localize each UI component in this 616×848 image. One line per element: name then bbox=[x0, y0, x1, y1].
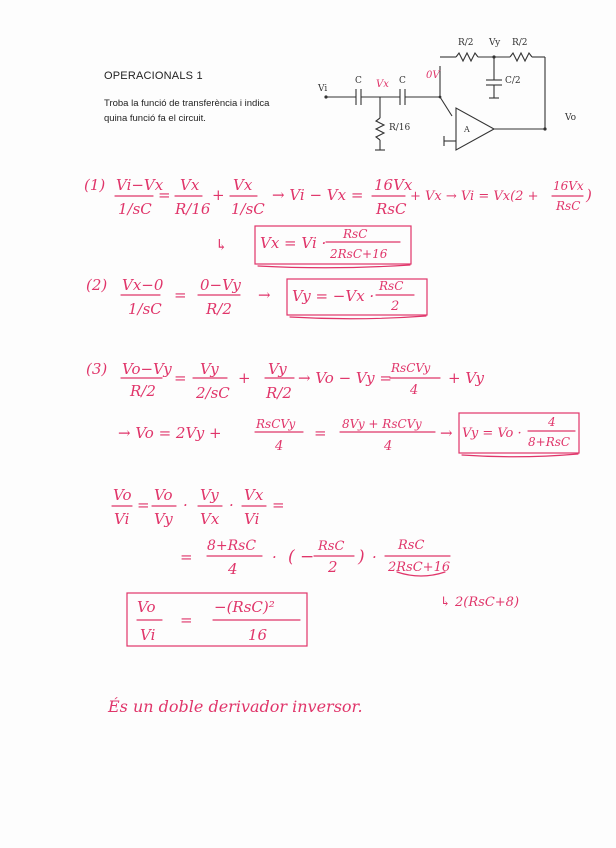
eq3-arrow: → Vo − Vy = bbox=[298, 369, 392, 387]
final-boxed-num: Vo bbox=[137, 598, 156, 616]
final-boxed-result-den: 16 bbox=[248, 626, 268, 644]
eq2-arrow: → bbox=[258, 286, 271, 304]
eq3-line2-eq: = bbox=[314, 424, 327, 442]
label-cap1: C bbox=[355, 76, 362, 86]
eq3-boxed-num: 4 bbox=[548, 415, 556, 429]
eq2-f2-den: R/2 bbox=[206, 300, 232, 318]
eq3-f2-den: 2/sC bbox=[196, 384, 230, 402]
eq2-boxed-lhs: Vy = −Vx · bbox=[292, 287, 375, 305]
instruction-line-1: Troba la funció de transferència i indica bbox=[104, 98, 270, 109]
final-dot2: · bbox=[229, 496, 234, 514]
eq3-line2-start: → Vo = 2Vy + bbox=[118, 424, 222, 442]
final-dot3: · bbox=[272, 548, 277, 566]
eq2-boxed-num: RsC bbox=[379, 279, 404, 293]
eq3-line2-f-den: 4 bbox=[275, 439, 284, 454]
final-factor-note: ↳ 2(RsC+8) bbox=[440, 595, 520, 610]
label-vy: Vy bbox=[489, 38, 501, 48]
eq1-f3-num: Vx bbox=[233, 176, 253, 194]
eq1-equals: = bbox=[158, 186, 171, 204]
eq1-f3-den: 1/sC bbox=[231, 200, 265, 218]
eq2-f1-den: 1/sC bbox=[128, 300, 162, 318]
eq2-f1-num: Vx−0 bbox=[122, 276, 164, 294]
eq3-line2-g-num: 8Vy + RsCVy bbox=[342, 417, 422, 431]
final-f-num: RsC bbox=[318, 539, 345, 554]
eq1-plus: + bbox=[212, 186, 225, 204]
eq1-close: ) bbox=[586, 186, 592, 204]
instruction-line-2: quina funció fa el circuit. bbox=[104, 113, 206, 124]
eq3-f1-num: Vo−Vy bbox=[122, 360, 172, 378]
final-d-num: Vx bbox=[244, 486, 264, 504]
exercise-title: OPERACIONALS 1 bbox=[104, 70, 203, 82]
final-d-den: Vi bbox=[244, 510, 260, 528]
label-amp: A bbox=[464, 125, 470, 134]
final-f-den: 2 bbox=[328, 558, 338, 576]
eq1-f1-num: Vi−Vx bbox=[116, 176, 164, 194]
eq1-f4-den: RsC bbox=[376, 200, 407, 218]
eq3-tail: + Vy bbox=[448, 369, 485, 387]
final-f-close: ) bbox=[358, 547, 365, 567]
eq1-f2-den: R/16 bbox=[175, 200, 211, 218]
eq2-boxed-den: 2 bbox=[391, 299, 400, 314]
label-r-top-2: R/2 bbox=[512, 38, 528, 48]
eq1-arrow1: → Vi − Vx = bbox=[272, 186, 364, 204]
eq1-rest: + Vx → Vi = Vx(2 + bbox=[410, 189, 539, 204]
label-cap2: C bbox=[399, 76, 406, 86]
eq2-f2-num: 0−Vy bbox=[200, 276, 241, 294]
final-c-den: Vx bbox=[200, 510, 220, 528]
eq1-number: (1) bbox=[84, 176, 106, 194]
label-r-top-1: R/2 bbox=[458, 38, 474, 48]
note-vx: Vx bbox=[376, 79, 389, 90]
eq3-f3-den: R/2 bbox=[266, 384, 292, 402]
final-dot4: · bbox=[372, 548, 377, 566]
eq3-f1-den: R/2 bbox=[130, 382, 156, 400]
final-b-den: Vy bbox=[154, 510, 173, 528]
eq2-equals: = bbox=[174, 286, 187, 304]
final-a-den: Vi bbox=[114, 510, 130, 528]
final-a-num: Vo bbox=[113, 486, 132, 504]
eq3-f2-num: Vy bbox=[200, 360, 219, 378]
eq3-plus: + bbox=[238, 369, 251, 387]
eq3-f3-num: Vy bbox=[268, 360, 287, 378]
eq3-equals: = bbox=[174, 369, 187, 387]
eq1-boxed-arrow: ↳ bbox=[215, 236, 228, 254]
label-vo: Vo bbox=[565, 113, 577, 123]
eq3-line2-f-num: RsCVy bbox=[256, 417, 296, 431]
final-boxed-eq: = bbox=[180, 611, 193, 629]
eq3-line2-g-den: 4 bbox=[384, 439, 393, 454]
final-b-num: Vo bbox=[154, 486, 173, 504]
final-boxed-result-num: −(RsC)² bbox=[214, 598, 275, 616]
conclusion-text: És un doble derivador inversor. bbox=[108, 697, 363, 716]
final-e-den: 4 bbox=[228, 560, 238, 578]
label-cap3: C/2 bbox=[505, 76, 521, 86]
eq3-f4-den: 4 bbox=[410, 383, 419, 398]
eq1-boxed-den: 2RsC+16 bbox=[330, 247, 388, 261]
eq3-boxed-den: 8+RsC bbox=[528, 435, 571, 449]
final-eq1: = bbox=[137, 496, 150, 514]
final-c-num: Vy bbox=[200, 486, 219, 504]
final-g-den: 2RsC+16 bbox=[388, 560, 451, 575]
final-eq2: = bbox=[272, 496, 285, 514]
eq1-boxed-num: RsC bbox=[343, 227, 368, 241]
note-0v: 0V bbox=[426, 70, 440, 81]
eq1-f5-den: RsC bbox=[556, 199, 581, 213]
eq3-line2-arrow: → bbox=[440, 424, 453, 442]
eq2-number: (2) bbox=[86, 276, 108, 294]
eq1-f1-den: 1/sC bbox=[118, 200, 152, 218]
eq1-f4-num: 16Vx bbox=[374, 176, 413, 194]
final-dot1: · bbox=[183, 496, 188, 514]
final-f-paren: ( − bbox=[288, 547, 315, 567]
eq1-f2-num: Vx bbox=[180, 176, 200, 194]
final-g-num: RsC bbox=[398, 538, 425, 553]
eq3-number: (3) bbox=[86, 360, 108, 378]
eq3-boxed-lhs: Vy = Vo · bbox=[462, 426, 522, 441]
final-eq3: = bbox=[180, 548, 193, 566]
label-r16: R/16 bbox=[389, 123, 411, 133]
final-e-num: 8+RsC bbox=[207, 538, 257, 554]
eq1-f5-num: 16Vx bbox=[553, 179, 584, 193]
final-boxed-den: Vi bbox=[140, 626, 156, 644]
eq1-boxed-lhs: Vx = Vi · bbox=[260, 234, 327, 252]
label-vi: Vi bbox=[318, 84, 328, 94]
eq3-f4-num: RsCVy bbox=[391, 361, 431, 375]
